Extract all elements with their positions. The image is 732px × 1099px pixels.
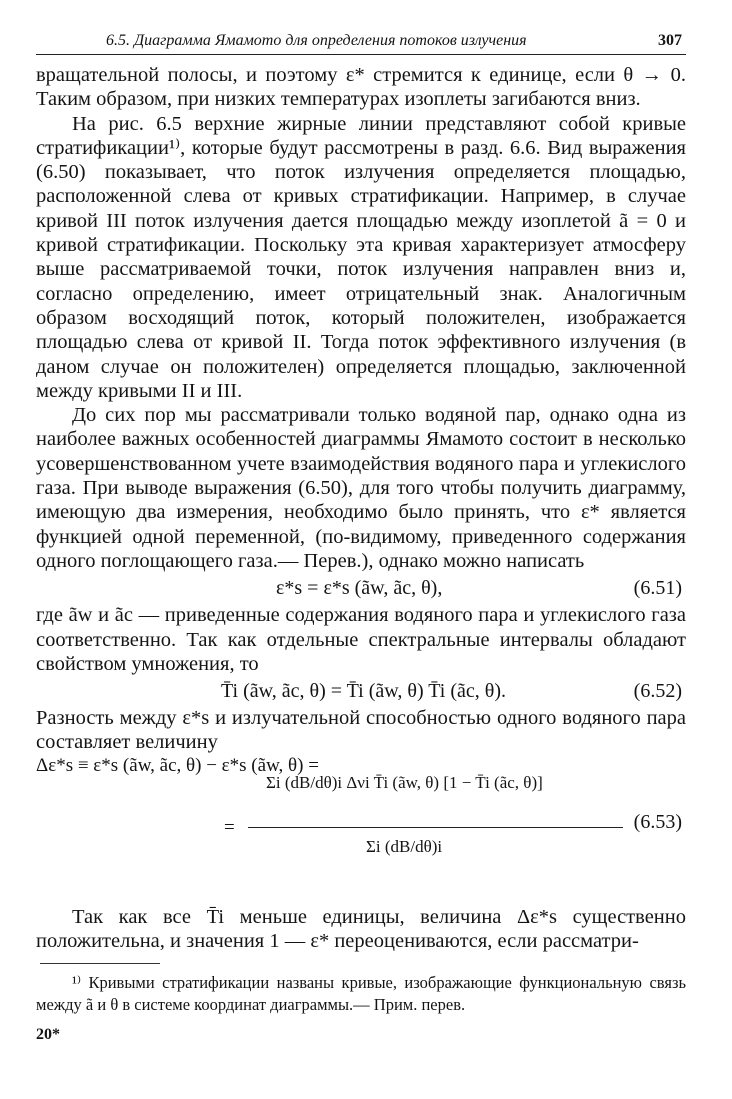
equation-6-51-body: ε*s = ε*s (ãw, ãc, θ), xyxy=(276,577,443,600)
paragraph-1: вращательной полосы, и поэтому ε* стремится к единице, если θ → 0. Таким образом, при низких температурах изоплеты загибаются вниз. xyxy=(36,64,686,111)
paragraph-2: На рис. 6.5 верхние жирные линии представляют собой кривые стратификации¹⁾, которые будут рассмотрены в разд. 6.6. Вид выражения (6.50) показывает, что поток излучения определяется площадью, расположенной слева от кривых стратификации. Например, в случае кривой III поток излучения дается площадью между изоплетой ã = 0 и кривой стратификации. Поскольку эта кривая характеризует атмосферу выше рассматриваемой точки, поток излучения направлен вниз и, согласно определению, имеет отрицательный знак. Аналогичным образом восходящий поток, который положителен, изображается площадью слева от кривой II. Тогда поток эффективного излучения (в даном случае он положителен) определяется площадью, заключенной между кривыми II и III. xyxy=(36,112,686,402)
page-number: 307 xyxy=(658,32,682,49)
running-header xyxy=(36,32,686,55)
page xyxy=(36,32,686,1044)
signature-mark: 20* xyxy=(36,1026,60,1044)
fraction-bar xyxy=(248,827,623,828)
equation-6-51-number: (6.51) xyxy=(633,577,682,600)
equation-6-53-denominator: Σi (dB/dθ)i xyxy=(366,836,443,856)
equation-6-52-body: T̄i (ãw, ãc, θ) = T̄i (ãw, θ) T̄i (ãc, θ). xyxy=(221,680,507,703)
equation-6-52-number: (6.52) xyxy=(633,680,682,703)
paragraph-3: До сих пор мы рассматривали только водяной пар, однако одна из наиболее важных особенностей диаграммы Ямамото состоит в несколько усовершенствованном учете взаимодействия водяного пара и углекислого газа. При выводе выражения (6.50), для того чтобы получить диаграмму, имеющую два измерения, необходимо было принять, что ε* является функцией одной переменной, (по-видимому, приведенного содержания одного поглощающего газа.— Перев.), однако можно написать xyxy=(36,404,686,572)
equation-6-53 xyxy=(36,755,686,905)
equation-6-53-numerator: Σi (dB/dθ)i Δνi T̄i (ãw, θ) [1 − T̄i (ãc, θ)] xyxy=(266,772,543,792)
equation-6-53-number: (6.53) xyxy=(633,810,682,833)
footnote: ¹⁾ Кривыми стратификации названы кривые, изображающие функциональную связь между ã и θ в системе координат диаграммы.— Прим. перев. xyxy=(36,973,686,1015)
paragraph-4: где ãw и ãc — приведенные содержания водяного пара и углекислого газа соответственно. Так как отдельные спектральные интервалы обладают свойством умножения, то xyxy=(36,604,686,675)
equation-6-53-line1: Δε*s ≡ ε*s (ãw, ãc, θ) − ε*s (ãw, θ) = xyxy=(36,754,319,776)
equation-6-51 xyxy=(36,573,686,603)
paragraph-5: Разность между ε*s и излучательной способностью одного водяного пара составляет величину xyxy=(36,707,686,754)
equation-6-53-equals: = xyxy=(224,816,235,838)
footnote-divider xyxy=(40,963,160,964)
paragraph-6: Так как все T̄i меньше единицы, величина Δε*s существенно положительна, и значения 1 — ε* переоцениваются, если рассматри- xyxy=(36,905,686,953)
running-title: 6.5. Диаграмма Ямамото для определения потоков излучения xyxy=(106,32,527,49)
equation-6-52 xyxy=(36,676,686,706)
